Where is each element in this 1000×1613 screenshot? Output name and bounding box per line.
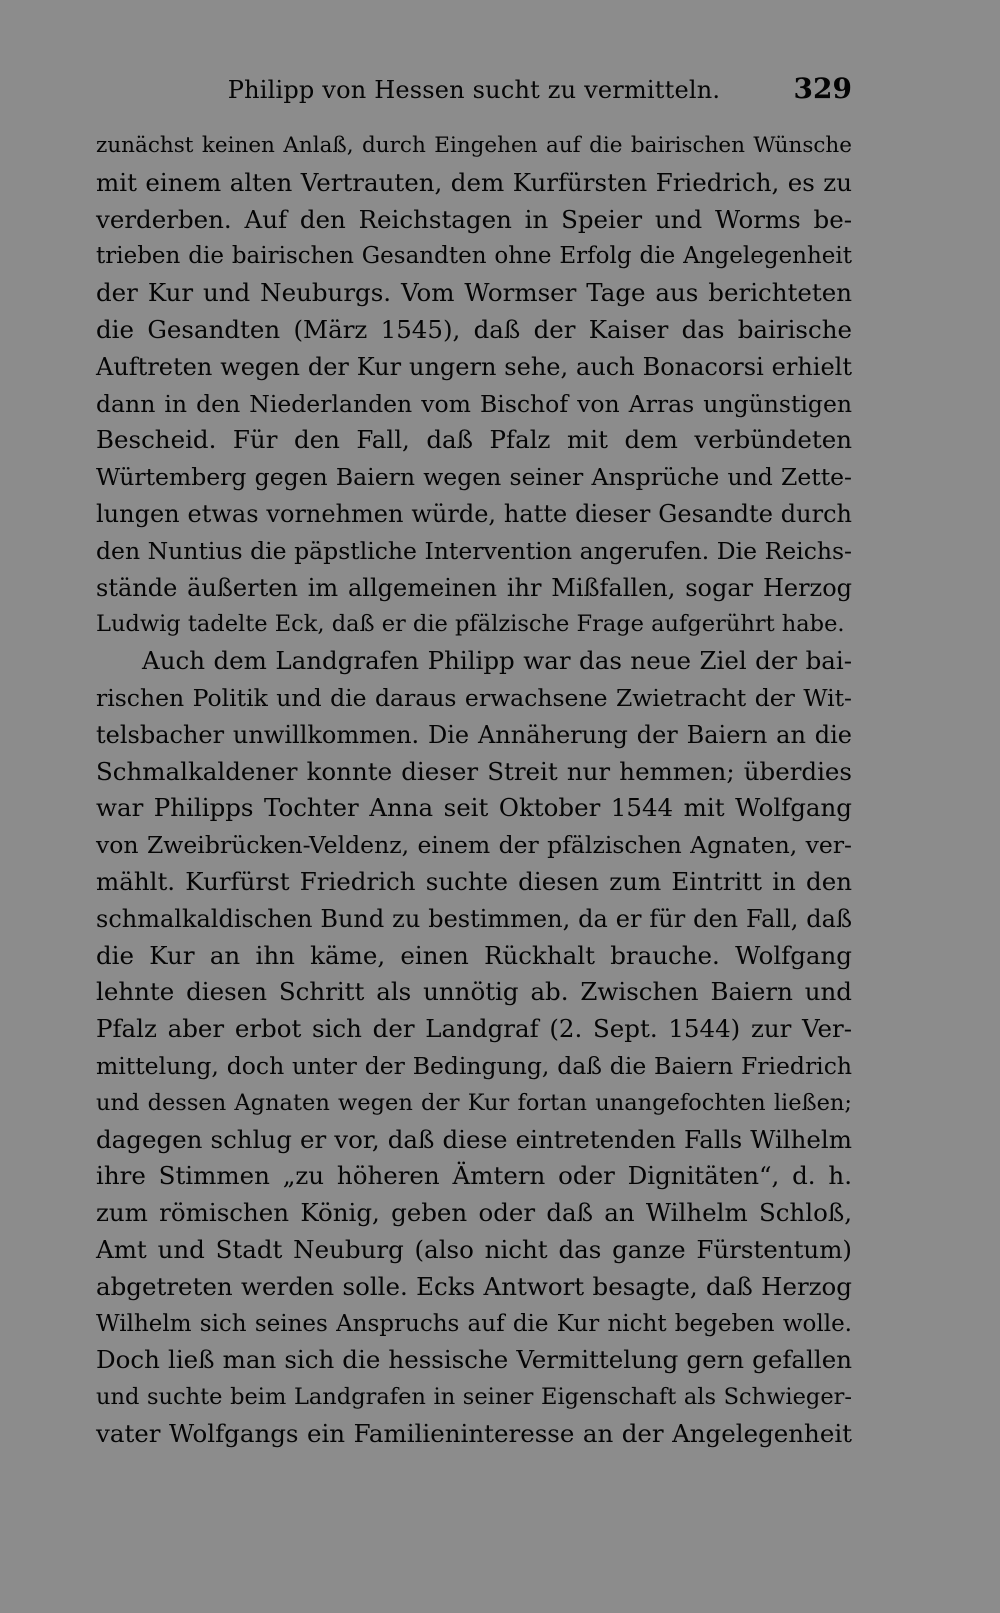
- text-line: schmalkaldischen Bund zu bestimmen, da er für den Fall, daß: [96, 904, 852, 933]
- text-line: mittelung, doch unter der Bedingung, daß die Baiern Friedrich: [96, 1051, 852, 1080]
- text-line: der Kur und Neuburgs. Vom Wormser Tage aus berichteten: [96, 278, 852, 308]
- paragraph-first-line: Auch dem Landgrafen Philipp war das neue Ziel der bai-: [142, 646, 852, 676]
- running-head: [96, 70, 852, 110]
- text-line: Pfalz aber erbot sich der Landgraf (2. Sept. 1544) zur Ver-: [96, 1014, 852, 1044]
- text-line: Wilhelm sich seines Anspruchs auf die Kur nicht begeben wolle.: [96, 1310, 852, 1337]
- text-line: Bescheid. Für den Fall, daß Pfalz mit dem verbündeten: [96, 425, 852, 455]
- text-line: telsbacher unwillkommen. Die Annäherung der Baiern an die: [96, 720, 852, 749]
- text-line: dann in den Niederlanden vom Bischof von Arras ungünstigen: [96, 389, 852, 418]
- text-line: und dessen Agnaten wegen der Kur fortan unangefochten ließen;: [96, 1089, 852, 1116]
- text-line: lehnte diesen Schritt als unnötig ab. Zwischen Baiern und: [96, 977, 852, 1007]
- text-line: abgetreten werden solle. Ecks Antwort besagte, daß Herzog: [96, 1271, 852, 1301]
- running-title: Philipp von Hessen sucht zu vermitteln.: [227, 76, 721, 104]
- text-line: stände äußerten im allgemeinen ihr Mißfallen, sogar Herzog: [96, 573, 852, 602]
- text-line: war Philipps Tochter Anna seit Oktober 1544 mit Wolfgang: [96, 793, 852, 823]
- text-line: zunächst keinen Anlaß, durch Eingehen auf die bairischen Wünsche: [96, 133, 852, 158]
- text-line: trieben die bairischen Gesandten ohne Erfolg die Angelegenheit: [96, 243, 852, 270]
- body-text: [96, 128, 852, 1453]
- text-line: Ludwig tadelte Eck, daß er die pfälzische Frage aufgerührt habe.: [96, 611, 845, 638]
- text-line: dagegen schlug er vor, daß diese eintretenden Falls Wilhelm: [96, 1124, 852, 1154]
- text-line: Schmalkaldener konnte dieser Streit nur hemmen; überdies: [96, 756, 852, 786]
- text-line: lungen etwas vornehmen würde, hatte dieser Gesandte durch: [96, 499, 852, 528]
- text-line: Amt und Stadt Neuburg (also nicht das ganze Fürstentum): [96, 1234, 852, 1264]
- text-line: Würtemberg gegen Baiern wegen seiner Ansprüche und Zette-: [96, 463, 852, 492]
- text-line: vater Wolfgangs ein Familieninteresse an der Angelegenheit: [96, 1418, 852, 1448]
- text-line: Auftreten wegen der Kur ungern sehe, auch Bonacorsi erhielt: [96, 352, 852, 381]
- text-line: die Kur an ihn käme, einen Rückhalt brauche. Wolfgang: [96, 940, 852, 970]
- text-line: die Gesandten (März 1545), daß der Kaiser das bairische: [96, 314, 852, 344]
- text-line: von Zweibrücken-Veldenz, einem der pfälzischen Agnaten, ver-: [96, 831, 852, 860]
- text-line: ihre Stimmen „zu höheren Ämtern oder Dignitäten“, d. h.: [96, 1161, 852, 1191]
- text-line: Doch ließ man sich die hessische Vermittelung gern gefallen: [96, 1345, 852, 1375]
- text-line: und suchte beim Landgrafen in seiner Eigenschaft als Schwieger-: [96, 1384, 852, 1411]
- text-line: den Nuntius die päpstliche Intervention angerufen. Die Reichs-: [96, 536, 852, 565]
- text-line: mählt. Kurfürst Friedrich suchte diesen zum Eintritt in den: [96, 866, 852, 896]
- text-line: verderben. Auf den Reichstagen in Speier und Worms be-: [96, 204, 852, 234]
- text-line: rischen Politik und die daraus erwachsene Zwietracht der Wit-: [96, 683, 852, 712]
- text-line: zum römischen König, geben oder daß an Wilhelm Schloß,: [96, 1198, 852, 1228]
- page-number: 329: [793, 72, 852, 105]
- text-line: mit einem alten Vertrauten, dem Kurfürsten Friedrich, es zu: [96, 167, 852, 197]
